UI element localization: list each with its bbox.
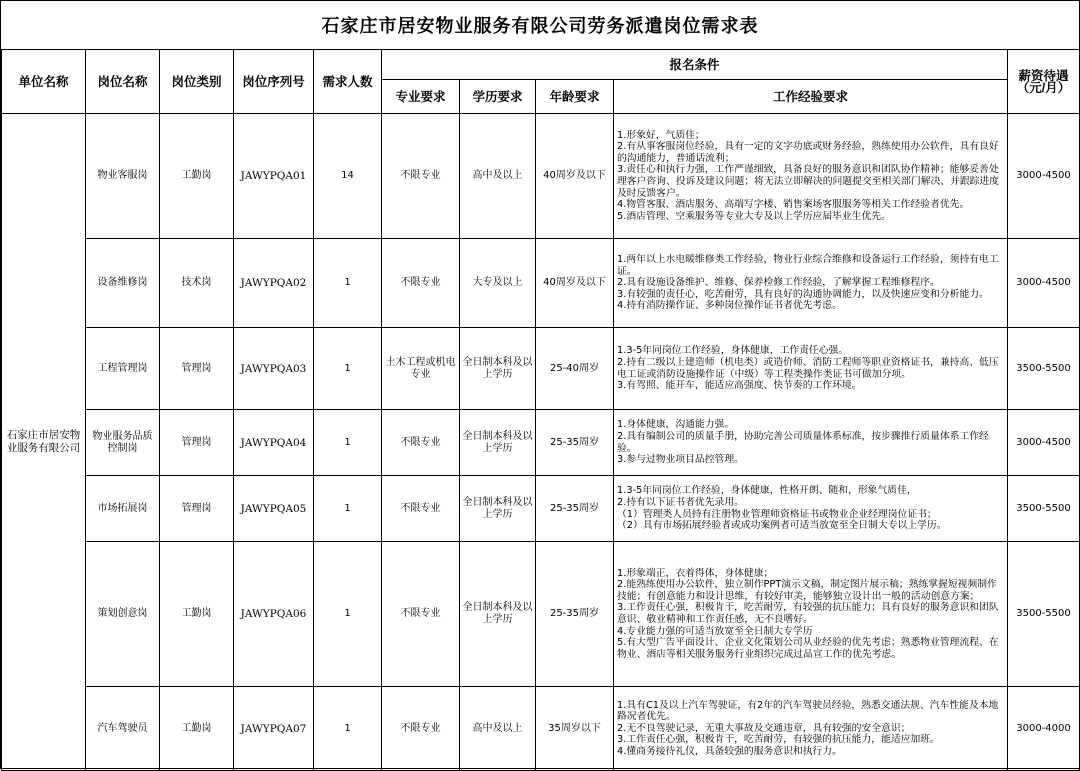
experience-line: 2.无不良驾驶记录，无重大事故及交通违章，具有较强的安全意识； bbox=[617, 722, 911, 734]
age-cell: 25-35周岁 bbox=[536, 410, 614, 476]
experience-cell bbox=[614, 476, 1008, 542]
salary-cell: 3500-5500 bbox=[1008, 542, 1080, 687]
experience-line: 4.持有消防操作证、多种岗位操作证书者优先考虑。 bbox=[617, 300, 842, 312]
experience-line: 4.专业能力强的可适当放宽至全日制大专学历 bbox=[617, 625, 813, 637]
major-cell: 不限专业 bbox=[382, 114, 460, 239]
experience-line: 1.具有C1及以上汽车驾驶证，有2年的汽车驾驶员经验，熟悉交通法规、汽车性能及本地路况者优先。 bbox=[617, 699, 999, 723]
header-education: 学历要求 bbox=[460, 80, 536, 114]
position-cell: 策划创意岗 bbox=[86, 542, 160, 687]
experience-line: 5.有大型广告平面设计、企业文化策划公司从业经验的优先考虑；熟悉物业管理流程、在物业、酒店等相关服务服务行业组织完成过品宣工作的优先考虑。 bbox=[617, 637, 999, 660]
major-cell: 不限专业 bbox=[382, 239, 460, 328]
serial-cell: JAWYPQA02 bbox=[234, 239, 314, 328]
education-cell: 高中及以上 bbox=[460, 687, 536, 771]
header-category: 岗位类别 bbox=[160, 50, 234, 114]
education-cell: 全日制本科及以上学历 bbox=[460, 410, 536, 476]
experience-cell bbox=[614, 410, 1008, 476]
header-serial: 岗位序列号 bbox=[234, 50, 314, 114]
serial-cell: JAWYPQA06 bbox=[234, 542, 314, 687]
experience-line: 2.能熟练使用办公软件，独立制作PPT演示文稿，制定图片展示稿；熟练掌握短视频制作技能；有创意能力和设计思维，有较好审美，能够独立设计出一般的活动创意方案； bbox=[617, 579, 997, 602]
position-cell: 工程管理岗 bbox=[86, 328, 160, 410]
category-cell: 工勤岗 bbox=[160, 114, 234, 239]
position-cell: 物业服务品质控制岗 bbox=[86, 410, 160, 476]
header-count: 需求人数 bbox=[314, 50, 382, 114]
serial-cell: JAWYPQA05 bbox=[234, 476, 314, 542]
header-age: 年龄要求 bbox=[536, 80, 614, 114]
position-cell: 物业客服岗 bbox=[86, 114, 160, 239]
major-cell: 土木工程或机电专业 bbox=[382, 328, 460, 410]
experience-line: 4.物管客服、酒店服务、高端写字楼、销售案场客服服务等相关工作经验者优先。 bbox=[617, 199, 970, 211]
experience-line: 2.具有编制公司的质量手册，协助完善公司质量体系标准，按步骤推行质量体系工作经验。 bbox=[617, 430, 989, 454]
count-cell: 1 bbox=[314, 476, 382, 542]
serial-cell: JAWYPQA03 bbox=[234, 328, 314, 410]
age-cell: 25-40周岁 bbox=[536, 328, 614, 410]
experience-line: 2.具有设施设备维护、维修、保养检修工作经验，了解掌握工程维修程序。 bbox=[617, 277, 940, 289]
count-cell: 14 bbox=[314, 114, 382, 239]
header-experience: 工作经验要求 bbox=[614, 80, 1008, 114]
experience-line: 3.责任心和执行力强，工作严谨细致，具备良好的服务意识和团队协作精神；能够妥善处理客户咨询、投诉及建议问题；将无法立即解决的问题提交至相关部门解决、并跟踪进度及时反馈客户。 bbox=[617, 164, 1000, 199]
salary-cell: 3000-4000 bbox=[1008, 687, 1080, 771]
header-conditions: 报名条件 bbox=[382, 50, 1008, 80]
salary-cell: 3000-4500 bbox=[1008, 114, 1080, 239]
experience-line: 1.3-5年同岗位工作经验，身体健康，性格开朗、随和，形象气质佳， bbox=[617, 485, 917, 497]
education-cell: 全日制本科及以上学历 bbox=[460, 476, 536, 542]
experience-line: 2.持有二级以上建造师（机电类）或造价师、消防工程师等职业资格证书，兼持高、低压电工证或消防设施操作证（中级）等工程类操作类证书可做加分项。 bbox=[617, 356, 999, 380]
unit-name-cell: 石家庄市居安物业服务有限公司 bbox=[2, 114, 86, 771]
age-cell: 25-35周岁 bbox=[536, 542, 614, 687]
experience-line: 3.有较强的责任心，吃苦耐劳，具有良好的沟通协调能力，以及快速应变和分析能力。 bbox=[617, 288, 989, 300]
age-cell: 25-35周岁 bbox=[536, 476, 614, 542]
category-cell: 管理岗 bbox=[160, 476, 234, 542]
experience-line: 1.形象好，气质佳； bbox=[617, 129, 705, 141]
salary-cell: 3500-5500 bbox=[1008, 476, 1080, 542]
category-cell: 工勤岗 bbox=[160, 542, 234, 687]
experience-line: 2.有从事客服岗位经验，具有一定的文字功底或财务经验，熟练使用办公软件，具有良好的沟通能力，普通话流利； bbox=[617, 141, 999, 164]
experience-cell bbox=[614, 328, 1008, 410]
age-cell: 40周岁及以下 bbox=[536, 114, 614, 239]
salary-cell: 3000-4500 bbox=[1008, 410, 1080, 476]
experience-line: （2）具有市场拓展经验者或成功案例者可适当放宽至全日制大专以上学历。 bbox=[617, 520, 947, 532]
table-row bbox=[2, 542, 1080, 687]
table-row bbox=[2, 114, 1080, 239]
education-cell: 大专及以上 bbox=[460, 239, 536, 328]
major-cell: 不限专业 bbox=[382, 687, 460, 771]
position-cell: 市场拓展岗 bbox=[86, 476, 160, 542]
position-cell: 设备维修岗 bbox=[86, 239, 160, 328]
header-major: 专业要求 bbox=[382, 80, 460, 114]
table-row bbox=[2, 687, 1080, 771]
salary-cell: 3500-5500 bbox=[1008, 328, 1080, 410]
table-row bbox=[2, 410, 1080, 476]
major-cell: 不限专业 bbox=[382, 542, 460, 687]
position-cell: 汽车驾驶员 bbox=[86, 687, 160, 771]
category-cell: 管理岗 bbox=[160, 410, 234, 476]
serial-cell: JAWYPQA04 bbox=[234, 410, 314, 476]
count-cell: 1 bbox=[314, 542, 382, 687]
experience-line: 3.有驾照、能开车，能适应高强度、快节奏的工作环境。 bbox=[617, 380, 862, 392]
salary-cell: 3000-4500 bbox=[1008, 239, 1080, 328]
count-cell: 1 bbox=[314, 239, 382, 328]
table-row bbox=[2, 476, 1080, 542]
major-cell: 不限专业 bbox=[382, 410, 460, 476]
experience-line: 1.两年以上水电暖维修类工作经验，物业行业综合维修和设备运行工作经验，须持有电工证。 bbox=[617, 254, 999, 277]
category-cell: 工勤岗 bbox=[160, 687, 234, 771]
experience-line: （1）管理类人员持有注册物业管理师资格证书或物业企业经理岗位证书； bbox=[617, 508, 937, 520]
count-cell: 1 bbox=[314, 410, 382, 476]
header-position: 岗位名称 bbox=[86, 50, 160, 114]
requirements-table bbox=[1, 50, 1080, 771]
table-title: 石家庄市居安物业服务有限公司劳务派遣岗位需求表 bbox=[1, 1, 1079, 50]
table-body bbox=[2, 50, 1080, 771]
experience-line: 3.参与过物业项目品控管理。 bbox=[617, 454, 744, 466]
experience-line: 4.懂商务接待礼仪，具备较强的服务意识和执行力。 bbox=[617, 745, 842, 757]
header-salary: 薪资待遇（元/月） bbox=[1008, 50, 1080, 114]
experience-cell bbox=[614, 114, 1008, 239]
experience-line: 1.3-5年同岗位工作经验，身体健康，工作责任心强。 bbox=[617, 345, 849, 357]
count-cell: 1 bbox=[314, 328, 382, 410]
experience-line: 2.持有以下证书者优先录用。 bbox=[617, 496, 744, 508]
experience-cell bbox=[614, 542, 1008, 687]
age-cell: 40周岁及以下 bbox=[536, 239, 614, 328]
education-cell: 全日制本科及以上学历 bbox=[460, 328, 536, 410]
count-cell: 1 bbox=[314, 687, 382, 771]
experience-line: 1.身体健康，沟通能力强。 bbox=[617, 419, 735, 431]
header-unit: 单位名称 bbox=[2, 50, 86, 114]
category-cell: 管理岗 bbox=[160, 328, 234, 410]
experience-line: 3.工作责任心强，积极肯干，吃苦耐劳，有较强的抗压能力；具有良好的服务意识和团队意识、敬业精神和工作责任感，无不良嗜好。 bbox=[617, 602, 999, 625]
table-row bbox=[2, 239, 1080, 328]
experience-cell bbox=[614, 687, 1008, 771]
serial-cell: JAWYPQA01 bbox=[234, 114, 314, 239]
education-cell: 高中及以上 bbox=[460, 114, 536, 239]
serial-cell: JAWYPQA07 bbox=[234, 687, 314, 771]
experience-cell bbox=[614, 239, 1008, 328]
experience-line: 1.形象端正，衣着得体，身体健康； bbox=[617, 567, 774, 579]
header-row-1 bbox=[2, 50, 1080, 80]
experience-line: 5.酒店管理、空乘服务等专业大专及以上学历应届毕业生优先。 bbox=[617, 210, 891, 222]
category-cell: 技术岗 bbox=[160, 239, 234, 328]
table-row bbox=[2, 328, 1080, 410]
experience-line: 3.工作责任心强，积极肯干，吃苦耐劳，有较强的抗压能力，能适应加班。 bbox=[617, 734, 940, 746]
age-cell: 35周岁以下 bbox=[536, 687, 614, 771]
major-cell: 不限专业 bbox=[382, 476, 460, 542]
education-cell: 全日制本科及以上学历 bbox=[460, 542, 536, 687]
